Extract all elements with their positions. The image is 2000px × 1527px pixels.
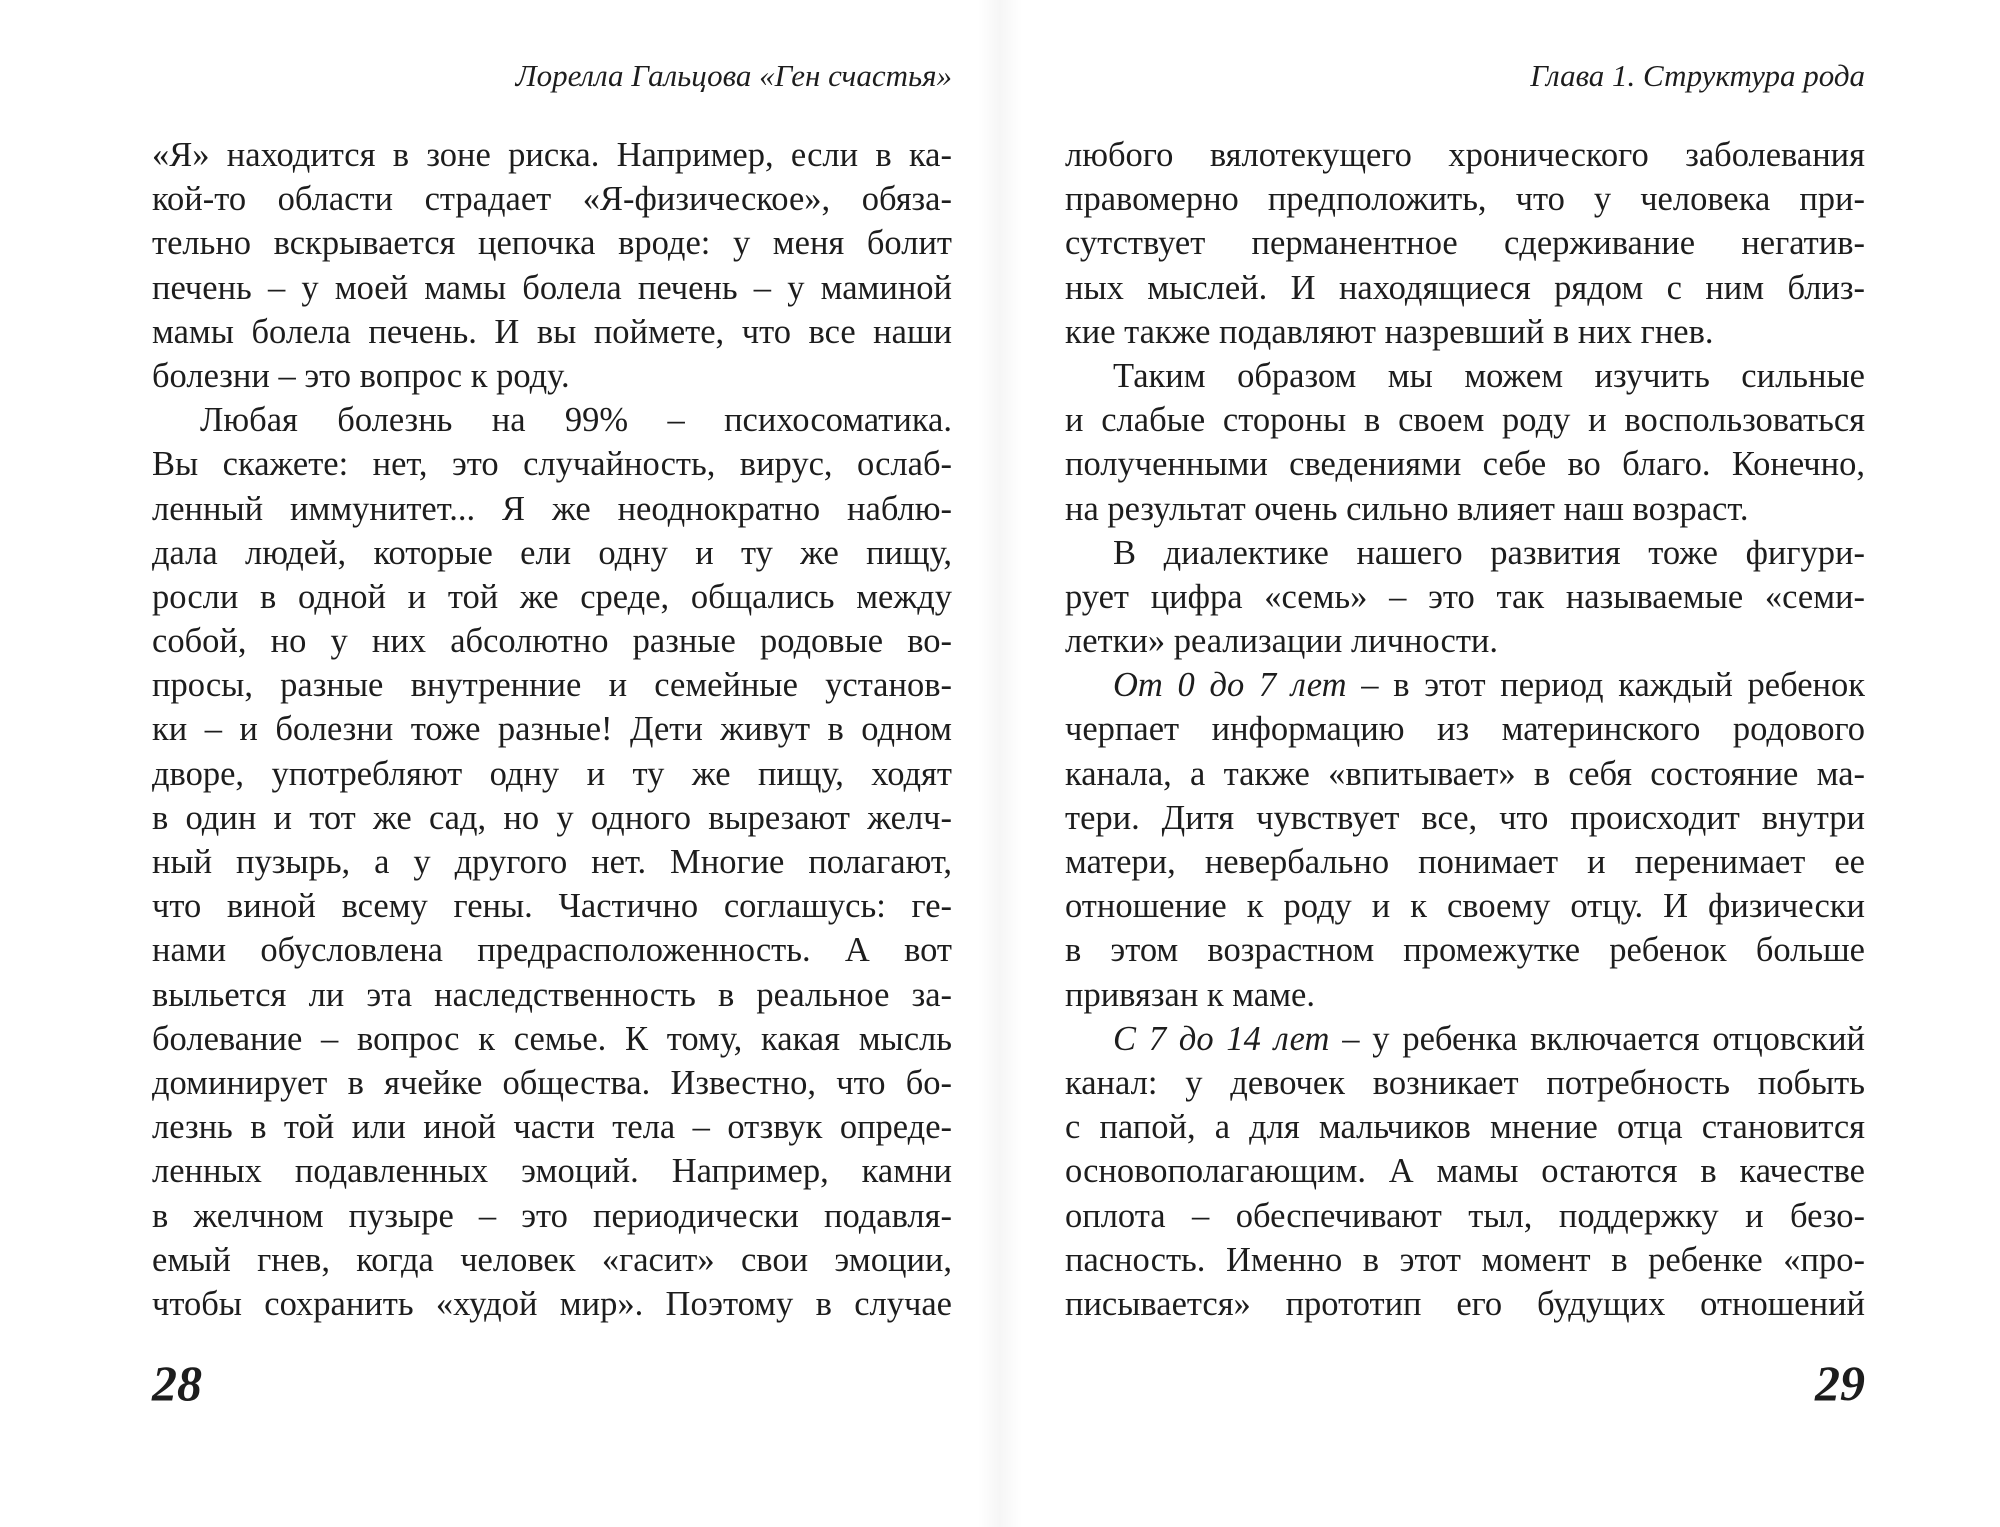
right-page	[1065, 0, 1865, 1527]
right-running-head: Глава 1. Структура рода	[1530, 58, 1865, 93]
left-running-head: Лорелла Гальцова «Ген счастья»	[515, 58, 952, 93]
text-line: В диалектике нашего развития тоже фигури-	[1113, 533, 1865, 572]
text-line: сутствует перманентное сдерживание негатив-	[1065, 224, 1865, 263]
text-line: тельно вскрывается цепочка вроде: у меня болит	[152, 224, 952, 263]
text-line: болевание – вопрос к семье. К тому, какая мысль	[152, 1019, 952, 1058]
text-line: ный пузырь, а у другого нет. Многие полагают,	[152, 843, 952, 881]
text-line: правомерно предположить, что у человека при-	[1065, 180, 1865, 219]
text-span: – в этот период каждый ребенок	[1346, 666, 1865, 705]
right-page-number: 29	[1815, 1355, 1865, 1411]
text-line: выльется ли эта наследственность в реальное за-	[152, 975, 952, 1014]
text-line: печень – у моей мамы болела печень – у маминой	[152, 268, 952, 307]
text-line: с папой, а для мальчиков мнение отца становится	[1065, 1108, 1865, 1147]
left-page-text	[152, 133, 952, 1326]
text-line: привязан к маме.	[1065, 975, 1315, 1014]
text-line: лезнь в той или иной части тела – отзвук опреде-	[152, 1108, 952, 1147]
text-line: любого вялотекущего хронического заболевания	[1065, 136, 1865, 174]
text-line: рует цифра «семь» – это так называемые «семи-	[1065, 577, 1865, 616]
text-line: нами обусловлена предрасположенность. А вот	[152, 931, 952, 970]
text-line: чтобы сохранить «худой мир». Поэтому в случае	[152, 1284, 952, 1323]
book-gutter	[978, 0, 1022, 1527]
text-line: летки» реализации личности.	[1065, 622, 1499, 661]
text-line: и слабые стороны в своем роду и воспользоваться	[1065, 401, 1865, 440]
text-line: в один и тот же сад, но у одного вырезают желч-	[152, 798, 952, 837]
text-line: ки – и болезни тоже разные! Дети живут в одном	[152, 710, 952, 749]
text-line: дворе, употребляют одну и ту же пищу, ходят	[152, 754, 952, 793]
text-line: мамы болела печень. И вы поймете, что все наши	[152, 312, 952, 351]
text-line: ленных подавленных эмоций. Например, камни	[152, 1152, 952, 1191]
text-line: черпает информацию из материнского родового	[1065, 710, 1865, 749]
text-line: канал: у девочек возникает потребность побыть	[1065, 1063, 1865, 1102]
text-line: емый гнев, когда человек «гасит» свои эмоции,	[152, 1240, 952, 1279]
text-line: основополагающим. А мамы остаются в качестве	[1065, 1152, 1865, 1191]
text-line: собой, но у них абсолютно разные родовые во-	[152, 622, 952, 661]
text-line: дала людей, которые ели одну и ту же пищу,	[152, 533, 952, 572]
text-line: пасность. Именно в этот момент в ребенке «про-	[1065, 1240, 1865, 1279]
text-line: канала, а также «впитывает» в себя состояние ма-	[1065, 754, 1865, 793]
text-line: в этом возрастном промежутке ребенок больше	[1065, 931, 1865, 970]
text-line: полученными сведениями себе во благо. Конечно,	[1065, 445, 1865, 484]
text-line: просы, разные внутренние и семейные установ-	[152, 666, 952, 705]
text-line: тери. Дитя чувствует все, что происходит внутри	[1065, 798, 1865, 837]
left-page-number: 28	[152, 1355, 202, 1411]
text-line	[1065, 1017, 1865, 1061]
text-span: – у ребенка включается отцовский	[1329, 1019, 1865, 1058]
text-line: кие также подавляют назревший в них гнев.	[1065, 312, 1714, 351]
left-page	[152, 0, 952, 1527]
text-line: писывается» прототип его будущих отношений	[1065, 1284, 1865, 1323]
text-line	[1065, 663, 1865, 707]
text-line: Любая болезнь на 99% – психосоматика.	[200, 401, 952, 440]
italic-lead: С 7 до 14 лет	[1113, 1019, 1330, 1058]
text-line: болезни – это вопрос к роду.	[152, 356, 570, 395]
text-line: ленный иммунитет... Я же неоднократно наблю-	[152, 489, 952, 528]
right-page-text	[1065, 133, 1865, 1326]
text-line: в желчном пузыре – это периодически подавля-	[152, 1196, 952, 1235]
text-line: ных мыслей. И находящиеся рядом с ним близ-	[1065, 268, 1865, 307]
text-line: доминирует в ячейке общества. Известно, что бо-	[152, 1063, 952, 1102]
text-line: матери, невербально понимает и перенимает ее	[1065, 843, 1865, 881]
text-line: кой-то области страдает «Я-физическое», обяза-	[152, 180, 952, 219]
text-line: Таким образом мы можем изучить сильные	[1113, 356, 1865, 395]
text-line: Вы скажете: нет, это случайность, вирус, ослаб-	[152, 445, 952, 484]
text-line: росли в одной и той же среде, общались между	[152, 577, 952, 616]
text-line: оплота – обеспечивают тыл, поддержку и безо-	[1065, 1196, 1865, 1235]
text-line: отношение к роду и к своему отцу. И физически	[1065, 887, 1865, 926]
text-line: что виной всему гены. Частично соглашусь: ге-	[152, 887, 952, 926]
italic-lead: От 0 до 7 лет	[1113, 666, 1347, 705]
text-line: на результат очень сильно влияет наш возраст.	[1065, 489, 1749, 528]
text-line: «Я» находится в зоне риска. Например, если в ка-	[152, 136, 952, 174]
